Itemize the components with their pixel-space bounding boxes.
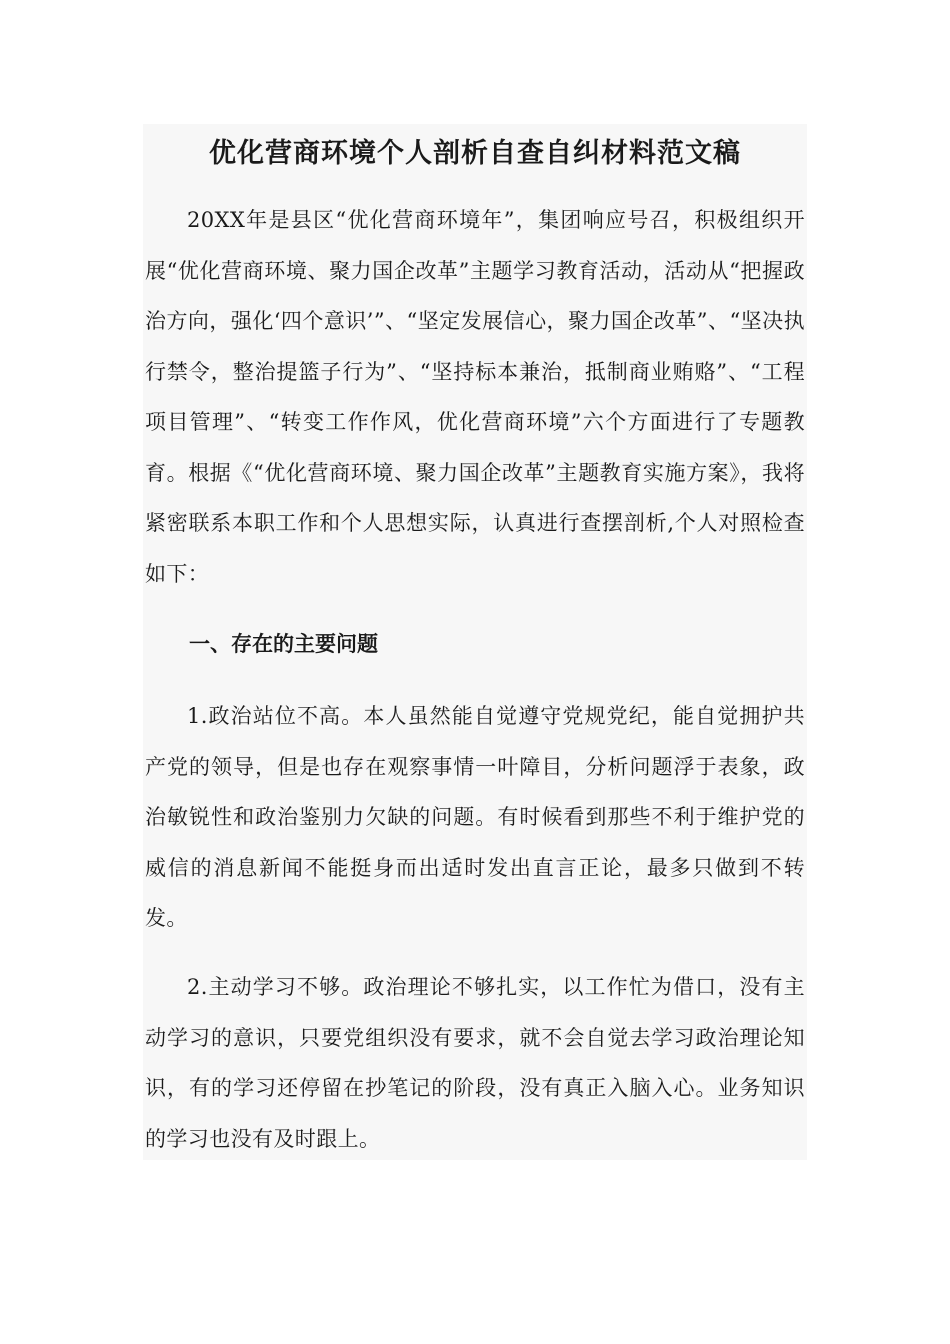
section-heading: 一、存在的主要问题	[189, 631, 378, 656]
intro-paragraph: 20XX年是县区“优化营商环境年”，集团响应号召，积极组织开展“优化营商环境、聚力国企改革”主题学习教育活动，活动从“把握政治方向，强化‘四个意识’”、“坚定发展信心，聚力国企改革”、“坚决执行禁令，整治提篮子行为”、“坚持标本兼治，抵制商业贿赂”、“工程项目管理”、“转变工作作风，优化营商环境”六个方面进行了专题教育。根据《“优化营商环境、聚力国企改革”主题教育实施方案》，我将紧密联系本职工作和个人思想实际，认真进行查摆剖析,个人对照检查如下：	[145, 208, 805, 586]
issue-paragraph-1: 1.政治站位不高。本人虽然能自觉遵守党规党纪，能自觉拥护共产党的领导，但是也存在观察事情一叶障目，分析问题浮于表象，政治敏锐性和政治鉴别力欠缺的问题。有时候看到那些不利于维护党的威信的消息新闻不能挺身而出适时发出直言正论，最多只做到不转发。	[145, 704, 805, 930]
document-body	[143, 124, 807, 1160]
document-title: 优化营商环境个人剖析自查自纠材料范文稿	[209, 138, 741, 169]
issue-paragraph-2: 2.主动学习不够。政治理论不够扎实，以工作忙为借口，没有主动学习的意识，只要党组织没有要求，就不会自觉去学习政治理论知识，有的学习还停留在抄笔记的阶段，没有真正入脑入心。业务知识的学习也没有及时跟上。	[145, 975, 805, 1151]
